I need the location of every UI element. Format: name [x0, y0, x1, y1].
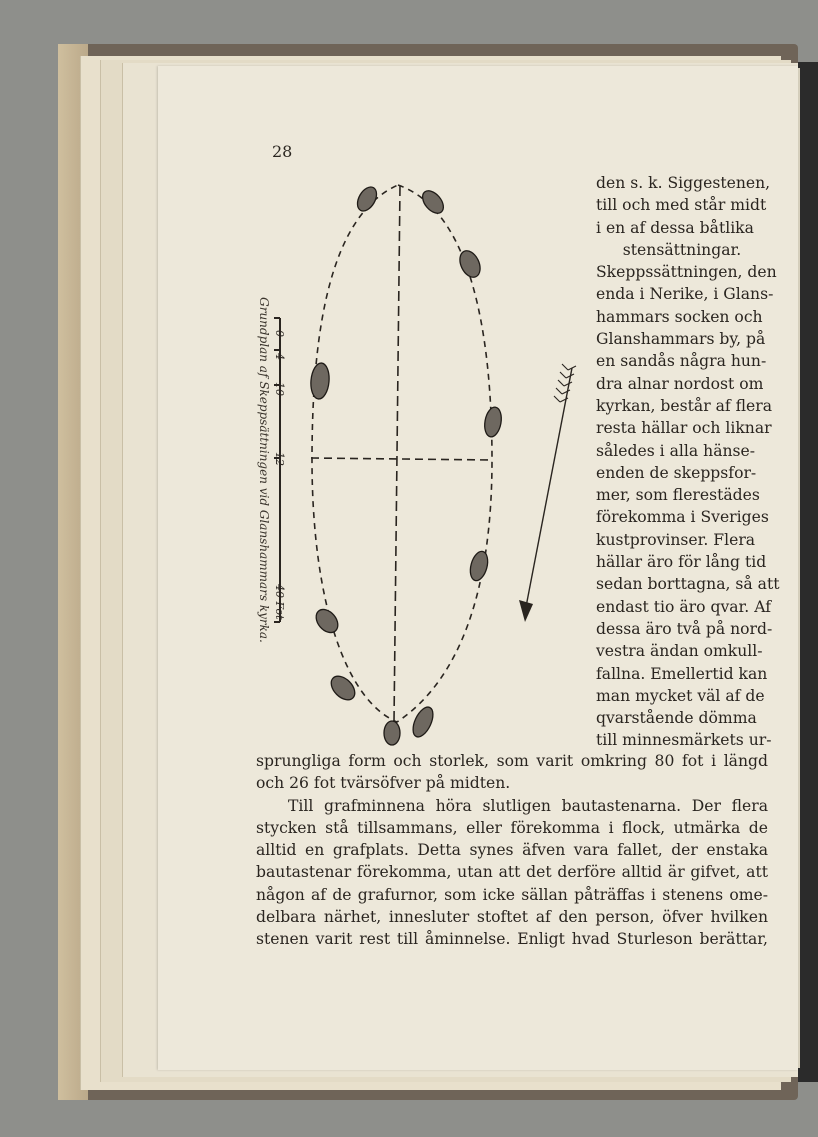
scale-label: 12 — [273, 452, 286, 466]
text-line: Till grafminnena höra slutligen bautastenarna. Der flera — [288, 796, 768, 815]
stone — [483, 406, 504, 438]
text-line: någon af de grafurnor, som icke sällan påträffas i stenens ome- — [256, 885, 768, 904]
text-line: i en af dessa båtlika — [596, 218, 754, 237]
text-line: till minnesmärkets ur- — [596, 731, 772, 750]
text-line: hammars socken och — [596, 307, 763, 326]
page-number: 28 — [272, 142, 293, 161]
text-line: fallna. Emellertid kan — [596, 664, 768, 683]
text-line: qvarstående dömma — [596, 709, 757, 728]
north-arrow — [525, 368, 572, 612]
north-arrow-feathers — [554, 364, 576, 402]
text-line: enda i Nerike, i Glans- — [596, 285, 774, 304]
stone — [456, 248, 484, 281]
scale-label: 40 Fot — [273, 584, 286, 620]
text-line: sprungliga form och storlek, som varit omkring 80 fot i längd — [256, 752, 768, 770]
text-line: kustprovinser. Flera — [596, 530, 756, 549]
side-column-text — [596, 172, 780, 752]
scale-bar — [274, 318, 280, 622]
text-line: den s. k. Siggestenen, — [596, 174, 771, 192]
text-line: stensättningar. — [622, 240, 742, 259]
text-line: resta hällar och liknar — [596, 419, 772, 438]
scale-label: 0 — [273, 330, 286, 337]
text-line: stenen varit rest till åminnelse. Enligt hvad Sturleson berättar, — [256, 930, 768, 949]
stone — [312, 605, 343, 636]
text-line: sedan borttagna, så att — [596, 575, 780, 594]
text-line: och 26 fot tvärsöfver på midten. — [256, 774, 511, 793]
text-line: en sandås några hun- — [596, 352, 767, 371]
text-line: dessa äro två på nord- — [596, 619, 773, 638]
text-line: man mycket väl af de — [596, 686, 765, 705]
text-line: enden de skeppsfor- — [596, 463, 757, 482]
scale-label: 4 — [273, 353, 286, 360]
text-line: mer, som flerestädes — [596, 486, 760, 505]
north-arrow-head — [519, 600, 533, 622]
stone — [467, 549, 490, 582]
body-text — [256, 750, 768, 951]
text-line: endast tio äro qvar. Af — [596, 597, 771, 616]
text-line: delbara närhet, innesluter stoftet af den person, öfver hvilken — [256, 908, 768, 927]
stone — [309, 362, 330, 399]
scale-label: 10 — [273, 382, 286, 396]
text-line: kyrkan, består af flera — [596, 396, 773, 415]
text-line: alltid en grafplats. Detta synes äfven vara fallet, der enstaka — [256, 841, 768, 860]
text-line: Glanshammars by, på — [596, 330, 766, 349]
text-line: förekomma i Sveriges — [596, 508, 769, 527]
text-line: vestra ändan omkull- — [596, 642, 763, 661]
stone — [354, 184, 381, 215]
text-line: till och med står midt — [596, 196, 767, 215]
text-line: Skeppssättningen, den — [596, 263, 777, 282]
text-line: stycken stå tillsammans, eller förekomma i flock, utmärka de — [256, 818, 768, 837]
long-axis — [394, 186, 400, 722]
figure-caption: Grundplan af Skeppsättningen vid Glanshammars kyrka. — [257, 297, 271, 643]
text-line: bautastenar förekomma, utan att det derföre alltid är gifvet, att — [256, 863, 768, 882]
stone — [419, 187, 448, 217]
text-line: således i alla hänse- — [596, 441, 756, 460]
text-line: dra alnar nordost om — [596, 374, 764, 393]
stone — [327, 672, 360, 705]
stone — [384, 721, 400, 745]
text-line: hällar äro för lång tid — [596, 553, 767, 572]
short-axis — [311, 458, 492, 460]
